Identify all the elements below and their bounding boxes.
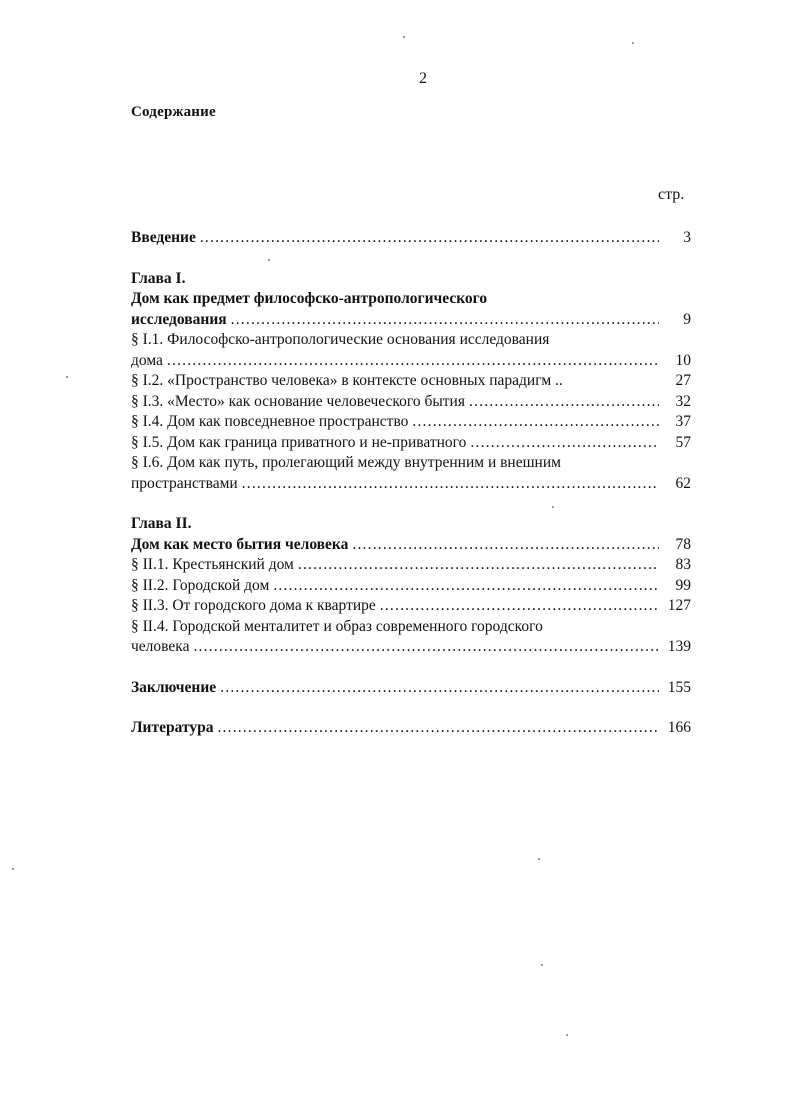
toc-entry-section-1-2[interactable] [131,371,691,392]
scan-speck [268,259,270,261]
leader-dots [273,576,659,597]
page-number: 2 [419,70,427,87]
toc-entry-label: пространствами [131,474,238,492]
toc-entry-page: 3 [683,229,691,246]
toc-entry-page: 99 [675,576,691,594]
toc-entry-page: 127 [667,597,691,614]
toc-entry-label: § I.2. «Пространство человека» в контексте основных парадигм .. [131,372,563,389]
leader-dots [220,678,659,699]
toc-entry-conclusion[interactable] [131,678,691,699]
toc-entry-label: Введение [131,229,196,246]
section-1-1-line1: § I.1. Философско-антропологические основания исследования [131,331,550,348]
leader-dots [412,412,659,433]
toc-entry-section-1-5[interactable] [131,433,691,454]
leader-dots [469,392,659,413]
toc-entry-section-2-4[interactable] [131,637,691,658]
toc-entry-chapter-1[interactable] [131,310,691,331]
toc-entry-page: 9 [683,310,691,328]
pages-column-label: стр. [658,186,685,203]
toc-entry-label: Дом как место бытия человека [131,535,349,553]
scan-speck [552,506,554,508]
toc-entry-page: 37 [675,413,691,430]
table-of-contents [131,228,691,739]
toc-entry-label: Заключение [131,678,217,696]
leader-dots [298,555,659,576]
toc-entry-section-2-2[interactable] [131,576,691,597]
toc-entry-literature[interactable] [131,718,691,739]
toc-entry-introduction[interactable] [131,228,691,249]
leader-dots [193,637,659,658]
toc-entry-section-1-1[interactable] [131,351,691,372]
toc-entry-page: 57 [675,433,691,451]
leader-dots [231,310,659,331]
scan-speck [12,868,14,870]
leader-dots [242,474,659,495]
section-1-6-line1: § I.6. Дом как путь, пролегающий между внутренним и внешним [131,454,561,471]
scan-speck [66,376,68,378]
scan-speck [541,964,543,966]
toc-entry-page: 27 [675,372,691,389]
leader-dots [200,228,659,249]
toc-entry-page: 10 [675,351,691,369]
leader-dots [470,433,659,454]
toc-entry-page: 139 [667,638,691,655]
toc-entry-section-2-1[interactable] [131,555,691,576]
leader-dots [380,596,659,617]
toc-entry-page: 62 [675,474,691,492]
toc-entry-page: 83 [675,556,691,573]
leader-dots [167,351,659,372]
toc-entry-label: § II.1. Крестьянский дом [131,556,294,573]
toc-entry-label: исследования [131,310,227,328]
toc-entry-label: Литература [131,719,214,736]
toc-entry-label: дома [131,351,163,369]
section-2-4-line1: § II.4. Городской менталитет и образ современного городского [131,617,543,635]
chapter-1-title: Глава I. [131,269,186,287]
chapter-1-subtitle: Дом как предмет философско-антропологического [131,290,488,307]
toc-entry-section-2-3[interactable] [131,596,691,617]
toc-entry-label: § I.4. Дом как повседневное пространство [131,413,409,430]
toc-entry-section-1-4[interactable] [131,412,691,433]
toc-entry-label: § II.3. От городского дома к квартире [131,597,376,614]
toc-entry-page: 155 [667,678,691,696]
scan-speck [566,1034,568,1036]
toc-entry-page: 166 [667,719,691,736]
leader-dots [352,535,659,556]
scan-speck [632,42,634,44]
leader-dots [217,718,659,739]
toc-entry-page: 32 [675,392,691,410]
toc-entry-chapter-2[interactable] [131,535,691,556]
toc-entry-section-1-6[interactable] [131,474,691,495]
toc-entry-label: § I.5. Дом как граница приватного и не-приватного [131,433,467,451]
chapter-2-title: Глава II. [131,515,192,532]
toc-entry-label: человека [131,638,190,655]
scan-speck [403,36,405,38]
toc-entry-section-1-3[interactable] [131,392,691,413]
toc-entry-page: 78 [675,535,691,553]
scan-speck [538,858,540,860]
toc-entry-label: § I.3. «Место» как основание человеческого бытия [131,392,465,410]
toc-entry-label: § II.2. Городской дом [131,576,270,594]
page-title: Содержание [131,104,216,120]
